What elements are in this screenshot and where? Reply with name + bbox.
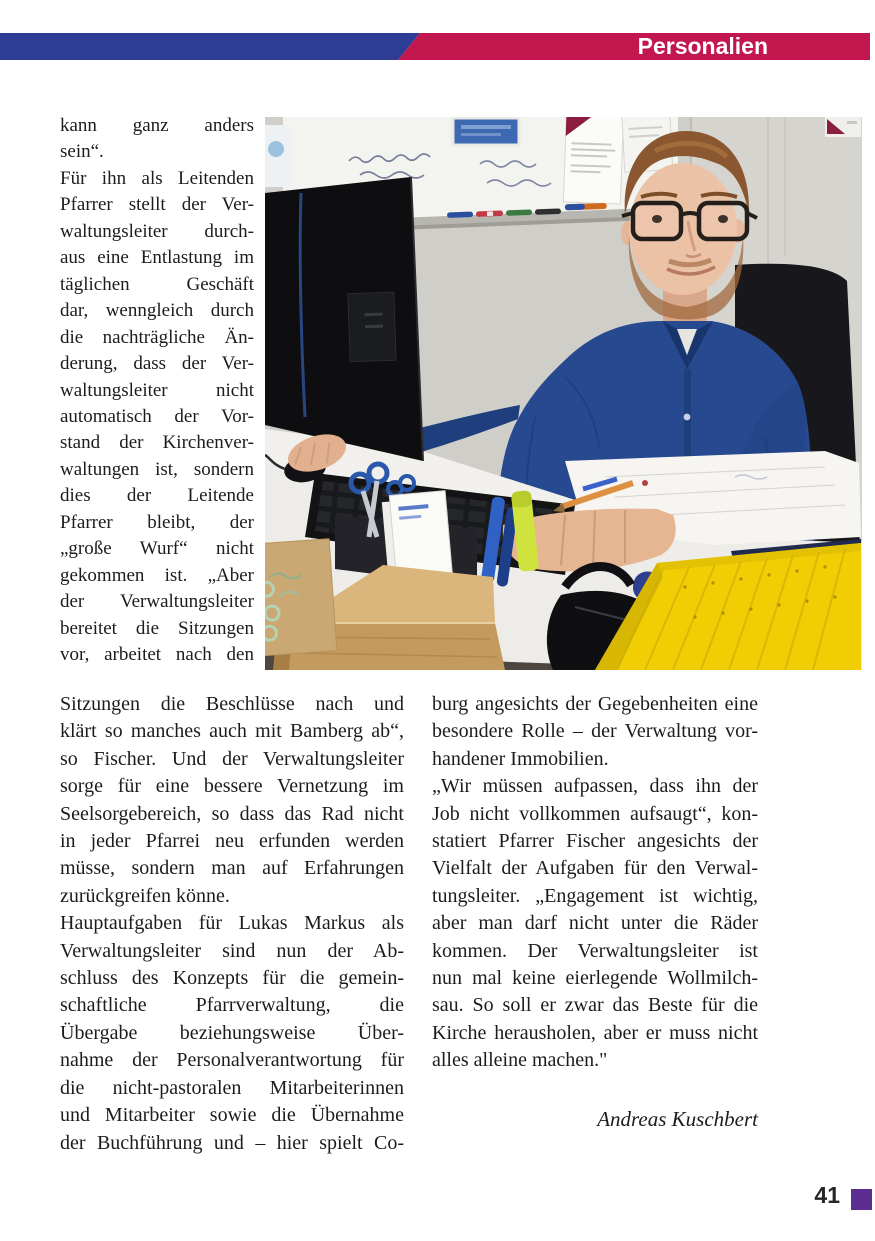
text-line: gekommen ist. „Aber — [60, 564, 254, 586]
text-line: Für ihn als Leitenden — [60, 167, 254, 189]
photo-greeting-card — [265, 539, 337, 656]
text-line: burg angesichts der Gegebenheiten eine — [432, 693, 758, 715]
text-line: täglichen Geschäft — [60, 273, 254, 295]
section-title-text: Personalien — [637, 33, 768, 59]
text-line: statiert Pfarrer Fischer angesichts der — [432, 830, 758, 853]
text-line: Verwaltungsleiter sind nun der Ab- — [60, 939, 404, 962]
text-line: „Wir müssen aufpassen, dass ihn der — [432, 775, 758, 798]
text-line: und Mitarbeiter sowie die Übernahme — [60, 1104, 404, 1127]
text-line: sau. So soll er zwar das Beste für die — [432, 994, 758, 1017]
text-line: handener Immobilien. — [432, 747, 609, 770]
text-line: in jeder Pfarrei neu erfunden werden — [60, 830, 404, 853]
text-line: klärt so manches auch mit Bamberg ab“, — [60, 720, 404, 743]
photo-illustration — [265, 117, 862, 670]
text-line: derung, dass der Ver- — [60, 353, 254, 375]
text-line: schaftliche Pfarrverwaltung, die — [60, 994, 404, 1017]
text-line: sorge für eine bessere Vernetzung im — [60, 775, 404, 798]
text-line: kann ganz anders — [60, 115, 254, 136]
text-line: Übergabe beziehungsweise Über- — [60, 1021, 404, 1044]
text-line: dar, wenngleich durch — [60, 300, 254, 322]
page-number: 41 — [814, 1182, 840, 1208]
text-line: vor, arbeitet nach den — [60, 644, 254, 666]
text-line: alles alleine machen." — [432, 1049, 608, 1072]
section-title — [398, 33, 870, 60]
text-line: nahme der Personalverantwortung für — [60, 1049, 404, 1072]
text-line: kommen. Der Verwaltungsleiter ist — [432, 939, 758, 962]
text-line: Job nicht vollkommen aufsaugt“, kon- — [432, 802, 758, 825]
text-line: besondere Rolle – der Verwaltung vor- — [432, 720, 758, 743]
photo-monitor — [265, 177, 423, 461]
text-line: „große Wurf“ nicht — [60, 538, 254, 560]
text-line: die nachträgliche Än- — [60, 326, 254, 348]
text-line: schluss des Konzepts für die gemein- — [60, 967, 404, 990]
header-blue-stripe — [0, 33, 420, 60]
text-line: bereitet die Sitzungen — [60, 617, 254, 639]
text-line: der Buchführung und – hier spielt Co- — [60, 1131, 404, 1154]
article-photo — [265, 117, 862, 670]
text-line: tungsleiter. „Engagement ist wichtig, — [432, 884, 758, 907]
text-line: aber man darf nicht unter die Räder — [432, 912, 758, 935]
text-line: der Verwaltungsleiter — [60, 591, 254, 613]
text-line: die nicht-pastoralen Mitarbeiterinnen — [60, 1076, 404, 1099]
text-line: automatisch der Vor- — [60, 405, 254, 427]
column-right — [432, 691, 758, 1075]
text-line: Pfarrer bleibt, der — [60, 511, 254, 533]
column-left — [60, 691, 404, 1157]
text-line: zurückgreifen könne. — [60, 884, 230, 907]
text-line: nun mal keine eierlegende Wollmilch- — [432, 967, 758, 990]
text-line: Kirche herausholen, aber er muss nicht — [432, 1021, 758, 1044]
text-line: Hauptaufgaben für Lukas Markus als — [60, 912, 404, 935]
text-line: sein“. — [60, 141, 104, 163]
footer-accent-square — [851, 1189, 872, 1210]
author-byline: Andreas Kuschbert — [597, 1107, 758, 1131]
text-line: müsse, sondern man auf Erfahrungen — [60, 857, 404, 880]
text-line: stand der Kirchenver- — [60, 432, 254, 454]
header-bar — [0, 33, 875, 60]
column-narrow — [60, 113, 254, 669]
text-line: Pfarrer stellt der Ver- — [60, 194, 254, 216]
text-line: waltungsleiter nicht — [60, 379, 254, 401]
text-line: aus eine Entlastung im — [60, 247, 254, 269]
text-line: waltungen ist, sondern — [60, 458, 254, 480]
text-line: Sitzungen die Beschlüsse nach und — [60, 693, 404, 715]
text-line: dies der Leitende — [60, 485, 254, 507]
text-line: Vielfalt der Aufgaben für den Verwal- — [432, 857, 758, 880]
text-line: so Fischer. Und der Verwaltungsleiter — [60, 747, 404, 770]
text-line: Seelsorgebereich, so dass das Rad nicht — [60, 802, 404, 825]
text-line: waltungsleiter durch- — [60, 220, 254, 242]
